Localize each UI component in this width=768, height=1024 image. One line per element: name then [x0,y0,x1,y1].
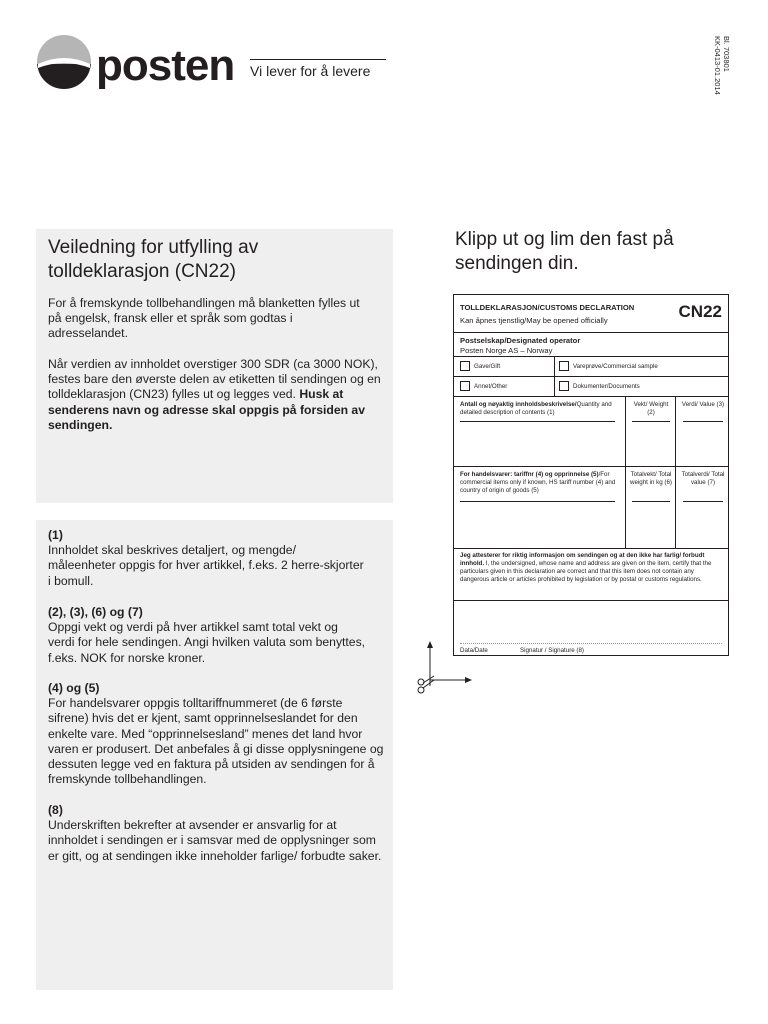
note-text: For handelsvarer oppgis tolltariffnummeret (de 6 første sifrene) hvis det er kjent, samt opprinnelseslandet for den enkelte vare. Med “opprinnelsesland” menes det land hvor varen er produsert. Det anbefales å gi disse opplysningene og dessuten legge ved en faktura på utsiden av sendingen for å fremskynde tollbehandlingen. [48,696,384,787]
date-label: Data/Date [460,647,488,654]
signature-line[interactable] [460,643,722,644]
note-3 [48,681,384,787]
gift-checkbox[interactable] [460,361,470,371]
column-underline [460,421,615,422]
divider [675,467,676,548]
brand-name: posten [96,41,235,90]
declaration-row [454,549,728,601]
commercial-sample-label: Vareprøve/Commercial sample [573,363,658,370]
cn22-form [453,294,729,656]
form-code [708,34,732,104]
commercial-sample-checkbox[interactable] [559,361,569,371]
documents-checkbox[interactable] [559,381,569,391]
total-weight-heading: Totalvekt/ Total weight in kg (6) [630,471,672,486]
operator-name: Posten Norge AS – Norway [460,346,553,355]
checkbox-row-2 [454,377,728,397]
checkbox-row-1 [454,357,728,377]
weight-heading: Vekt/ Weight (2) [633,401,669,416]
guide-intro-2-emphasis: Husk at senderens navn og adresse skal oppgis på forsiden av sendingen. [48,387,365,432]
column-underline [632,421,670,422]
guide-intro-1: For å fremskynde tollbehandlingen må blanketten fylles ut på engelsk, fransk eller et språk som godtas i adresselandet. [48,296,360,341]
tariff-heading-rest: /For commercial items only if known, HS tariff number (4) and country of origin of goods (5) [460,471,616,494]
signature-label: Signatur / Signature (8) [520,647,584,654]
cut-instruction: Klipp ut og lim den fast på sendingen din. [455,229,674,274]
tariff-heading [460,471,620,495]
value-heading: Verdi/ Value (3) [681,401,725,408]
note-heading: (1) [48,528,63,542]
form-code-number: Bl. 703801 [722,36,731,72]
note-text: Underskriften bekrefter at avsender er ansvarlig for at innholdet i sendingen er i samsvar med de opplysninger som er gitt, og at sendingen ikke inneholder farlige/ forbudte saker. [48,818,382,863]
items-heading-rest: Quantity and detailed description of contents (1) [460,401,612,416]
tariff-row [454,467,728,549]
slogan-divider [250,59,386,60]
note-heading: (8) [48,803,63,817]
guide-intro-2-text: Når verdien av innholdet overstiger 300 SDR (ca 3000 NOK), festes bare den øverste delen av etiketten til sendingen og en tolldeklarasjon (CN23) fylles ut og legges ved. [48,357,381,402]
operator-row [454,333,728,357]
guide-title: Veiledning for utfylling av tolldeklarasjon (CN22) [48,237,259,282]
items-heading-bold: Antall og nøyaktig innholdsbeskrivelse/ [460,401,577,408]
divider [554,377,555,396]
note-text: Innholdet skal beskrives detaljert, og mengde/ måleenheter oppgis for hver artikkel, f.eks. 2 herre-skjorter i bomull. [48,543,364,588]
note-4 [48,803,384,864]
guide-intro-2 [48,357,384,433]
declaration-bold: Jeg attesterer for riktig informasjon om sendingen og at den ikke har farlig/ forbudt innhold. [460,552,705,567]
divider [625,467,626,548]
note-heading: (2), (3), (6) og (7) [48,605,143,619]
column-underline [683,421,723,422]
documents-label: Dokumenter/Documents [573,383,640,390]
other-checkbox[interactable] [460,381,470,391]
declaration-subtitle: Kan åpnes tjenstlig/May be opened officially [460,316,608,325]
cn22-code: CN22 [678,302,722,321]
other-label: Annet/Other [474,383,508,390]
declaration-text [460,552,722,584]
items-row [454,397,728,467]
tariff-heading-bold: For handelsvarer: tariffnr (4) og opprinnelse (5) [460,471,599,478]
gift-label: Gave/Gift [474,363,501,370]
note-heading: (4) og (5) [48,681,100,695]
declaration-title: TOLLDEKLARASJON/CUSTOMS DECLARATION [460,303,635,312]
column-underline [632,501,670,502]
scissors-icon [414,640,474,696]
divider [554,357,555,376]
column-underline [460,501,615,502]
total-value-heading: Totalverdi/ Total value (7) [681,471,725,486]
items-heading [460,401,620,417]
slogan: Vi lever for å levere [250,63,371,79]
column-underline [683,501,723,502]
note-2 [48,605,366,666]
operator-title: Postselskap/Designated operator [460,336,581,345]
note-1 [48,528,366,589]
posten-logo-icon [36,34,92,90]
signature-row [454,601,728,656]
note-text: Oppgi vekt og verdi på hver artikkel samt total vekt og verdi for hele sendingen. Angi hvilken valuta som benyttes, f.eks. NOK for norske kroner. [48,620,366,665]
form-code-version: KK-0413-01.2014 [713,36,722,95]
cn22-header-row [454,295,728,333]
divider [625,397,626,466]
declaration-rest: I, the undersigned, whose name and address are given on the item, certify that the particulars given in this declaration are correct and that this item does not contain any dangerous article or articles prohibited by legislation or by postal or customs regulations. [460,560,712,583]
divider [675,397,676,466]
